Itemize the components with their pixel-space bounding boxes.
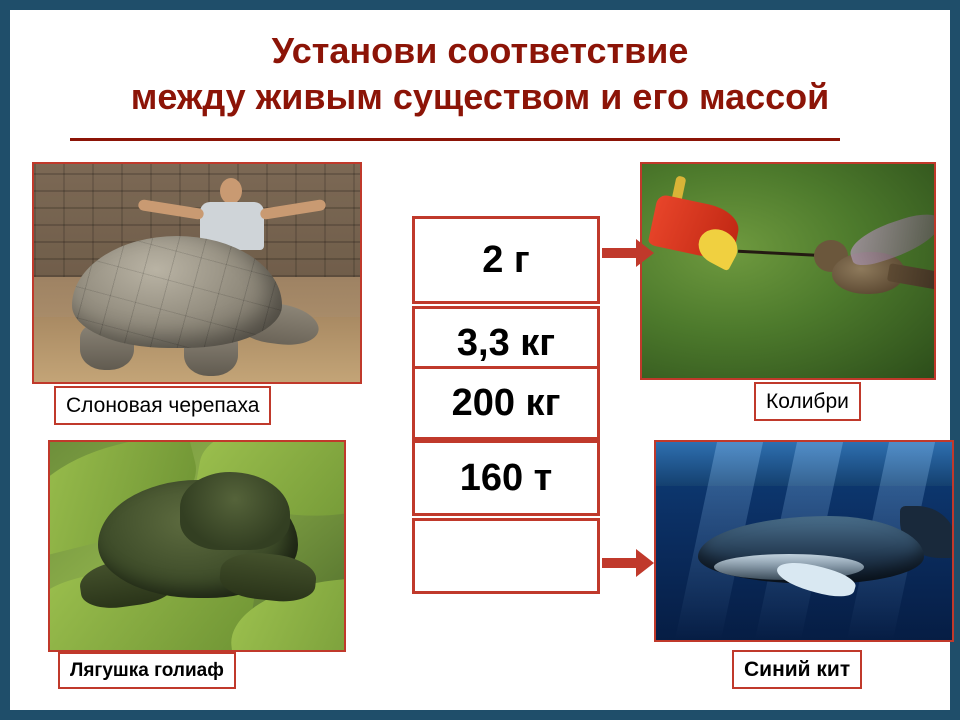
mass-option-3[interactable]: 200 кг xyxy=(412,366,600,440)
mass-option-5[interactable] xyxy=(412,518,600,594)
title-line-2: между живым существом и его массой xyxy=(130,76,830,117)
page-title xyxy=(30,28,930,120)
caption-whale: Синий кит xyxy=(732,650,862,689)
blue-whale-photo xyxy=(654,440,954,642)
title-line-1: Установи соответствие xyxy=(271,30,689,71)
elephant-tortoise-photo xyxy=(32,162,362,384)
mass-option-4[interactable]: 160 т xyxy=(412,440,600,516)
goliath-frog-photo xyxy=(48,440,346,652)
arrow-to-hummingbird-icon xyxy=(602,248,638,258)
mass-option-2[interactable]: 3,3 кг xyxy=(412,306,600,380)
hummingbird-photo xyxy=(640,162,936,380)
caption-frog: Лягушка голиаф xyxy=(58,652,236,689)
arrow-to-whale-icon xyxy=(602,558,638,568)
bird-beak xyxy=(738,250,826,258)
slide-inner xyxy=(10,10,950,710)
title-divider xyxy=(70,138,840,141)
caption-tortoise: Слоновая черепаха xyxy=(54,386,271,425)
caption-hummingbird: Колибри xyxy=(754,382,861,421)
mass-option-1[interactable]: 2 г xyxy=(412,216,600,304)
person-head xyxy=(220,178,242,204)
